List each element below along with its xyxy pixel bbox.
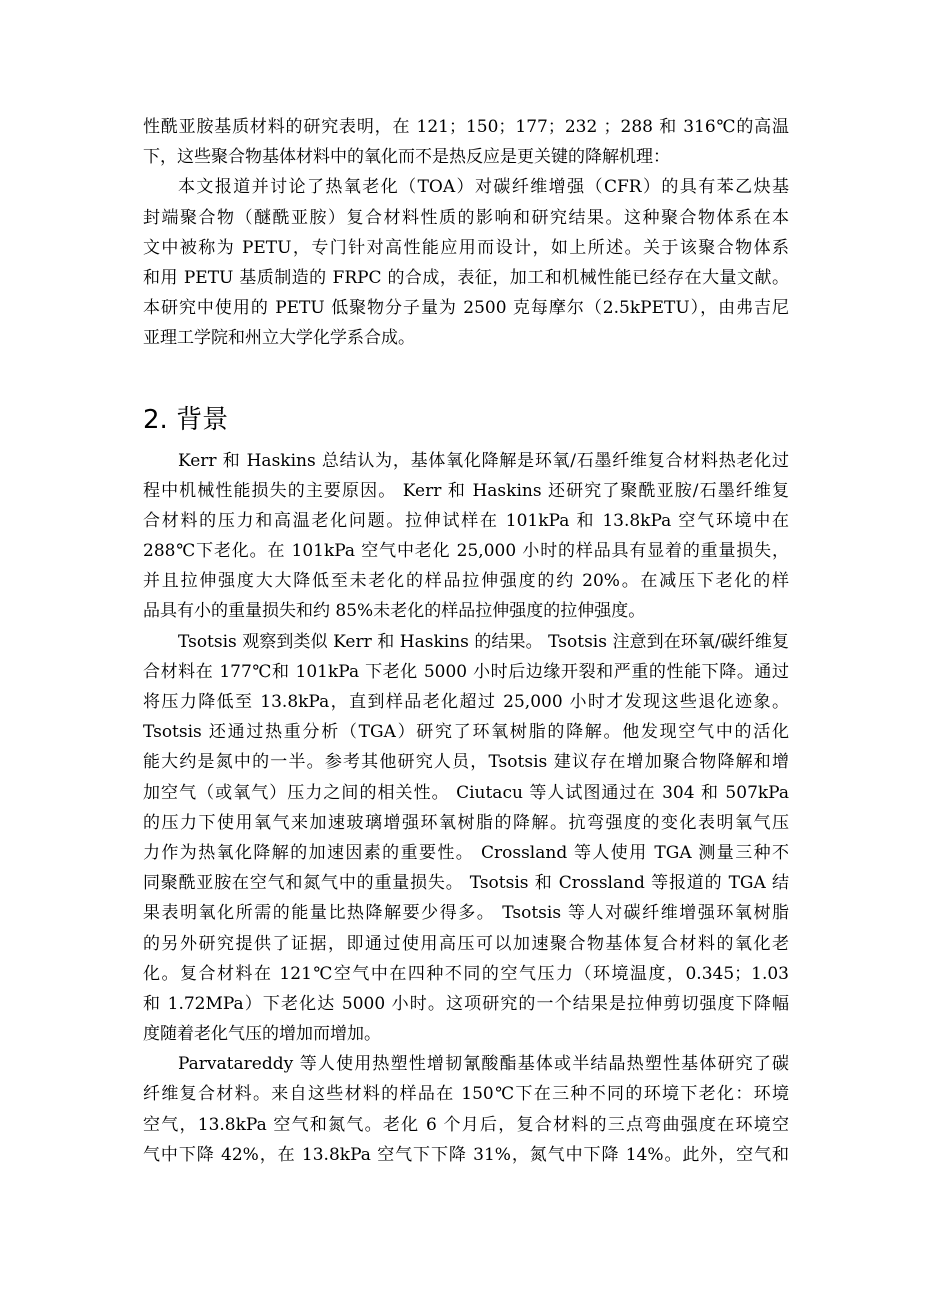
text-line: 的压力下使用氧气来加速玻璃增强环氧树脂的降解。抗弯强度的变化表明氧气压	[143, 812, 789, 833]
text-line: 纤维复合材料。来自这些材料的样品在 150℃下在三种不同的环境下老化：环境	[143, 1084, 789, 1105]
text-line: 下，这些聚合物基体材料中的氧化而不是热反应是更关键的降解机理：	[143, 147, 670, 168]
text-line: 同聚酰亚胺在空气和氮气中的重量损失。 Tsotsis 和 Crossland 等报道的 TGA 结	[143, 873, 789, 894]
text-line: 度随着老化气压的增加而增加。	[143, 1024, 381, 1045]
text-line: 品具有小的重量损失和约 85%未老化的样品拉伸强度的拉伸强度。	[143, 601, 646, 622]
text-line: 并且拉伸强度大大降低至未老化的样品拉伸强度的约 20%。在减压下老化的样	[143, 571, 789, 592]
text-line: 程中机械性能损失的主要原因。 Kerr 和 Haskins 还研究了聚酰亚胺/石墨纤维复	[143, 480, 789, 501]
text-line: 性酰亚胺基质材料的研究表明，在 121；150；177；232 ；288 和 316℃的高温	[143, 117, 789, 137]
text-line: 将压力降低至 13.8kPa，直到样品老化超过 25,000 小时才发现这些退化迹象。	[143, 692, 789, 712]
text-line: 和 1.72MPa）下老化达 5000 小时。这项研究的一个结果是拉伸剪切强度下降幅	[143, 993, 789, 1014]
text-line: 封端聚合物（醚酰亚胺）复合材料性质的影响和研究结果。这种聚合物体系在本	[143, 207, 789, 228]
text-line: Tsotsis 观察到类似 Kerr 和 Haskins 的结果。 Tsotsis 注意到在环氧/碳纤维复	[178, 631, 789, 652]
text-line: 本文报道并讨论了热氧老化（TOA）对碳纤维增强（CFR）的具有苯乙炔基	[178, 177, 789, 198]
text-line: 空气，13.8kPa 空气和氮气。老化 6 个月后，复合材料的三点弯曲强度在环境空	[143, 1114, 789, 1135]
text-line: 合材料在 177℃和 101kPa 下老化 5000 小时后边缘开裂和严重的性能下降。通过	[143, 661, 789, 682]
intro-paragraphs	[143, 112, 789, 354]
text-line: 和用 PETU 基质制造的 FRPC 的合成，表征，加工和机械性能已经存在大量文献。	[143, 267, 789, 288]
text-line: Parvatareddy 等人使用热塑性增韧氰酸酯基体或半结晶热塑性基体研究了碳	[178, 1054, 789, 1075]
text-line: 文中被称为 PETU，专门针对高性能应用而设计，如上所述。关于该聚合物体系	[143, 237, 789, 258]
text-line: 能大约是氮中的一半。参考其他研究人员，Tsotsis 建议存在增加聚合物降解和增	[143, 752, 789, 773]
text-line: 本研究中使用的 PETU 低聚物分子量为 2500 克每摩尔（2.5kPETU），由弗吉尼	[143, 298, 789, 319]
text-line: 力作为热氧化降解的加速因素的重要性。 Crossland 等人使用 TGA 测量三种不	[143, 842, 789, 863]
text-line: 亚理工学院和州立大学化学系合成。	[143, 328, 415, 349]
text-line: 果表明氧化所需的能量比热降解要少得多。 Tsotsis 等人对碳纤维增强环氧树脂	[143, 903, 789, 924]
section-heading: 2. 背景	[143, 404, 229, 435]
text-line: 化。复合材料在 121℃空气中在四种不同的空气压力（环境温度，0.345；1.03	[143, 963, 789, 984]
text-line: Tsotsis 还通过热重分析（TGA）研究了环氧树脂的降解。他发现空气中的活化	[143, 722, 789, 743]
text-line: 288℃下老化。在 101kPa 空气中老化 25,000 小时的样品具有显着的重量损失，	[143, 541, 789, 562]
text-line: 加空气（或氧气）压力之间的相关性。 Ciutacu 等人试图通过在 304 和 507kPa	[143, 782, 789, 803]
text-line: Kerr 和 Haskins 总结认为，基体氧化降解是环氧/石墨纤维复合材料热老化过	[178, 450, 789, 471]
text-line: 合材料的压力和高温老化问题。拉伸试样在 101kPa 和 13.8kPa 空气环境中在	[143, 510, 789, 531]
text-line: 的另外研究提供了证据，即通过使用高压可以加速聚合物基体复合材料的氧化老	[143, 933, 789, 954]
section-body	[143, 446, 789, 1171]
page-content	[143, 112, 789, 1170]
text-line: 气中下降 42%，在 13.8kPa 空气下下降 31%，氮气中下降 14%。此外，空气和	[143, 1144, 789, 1165]
